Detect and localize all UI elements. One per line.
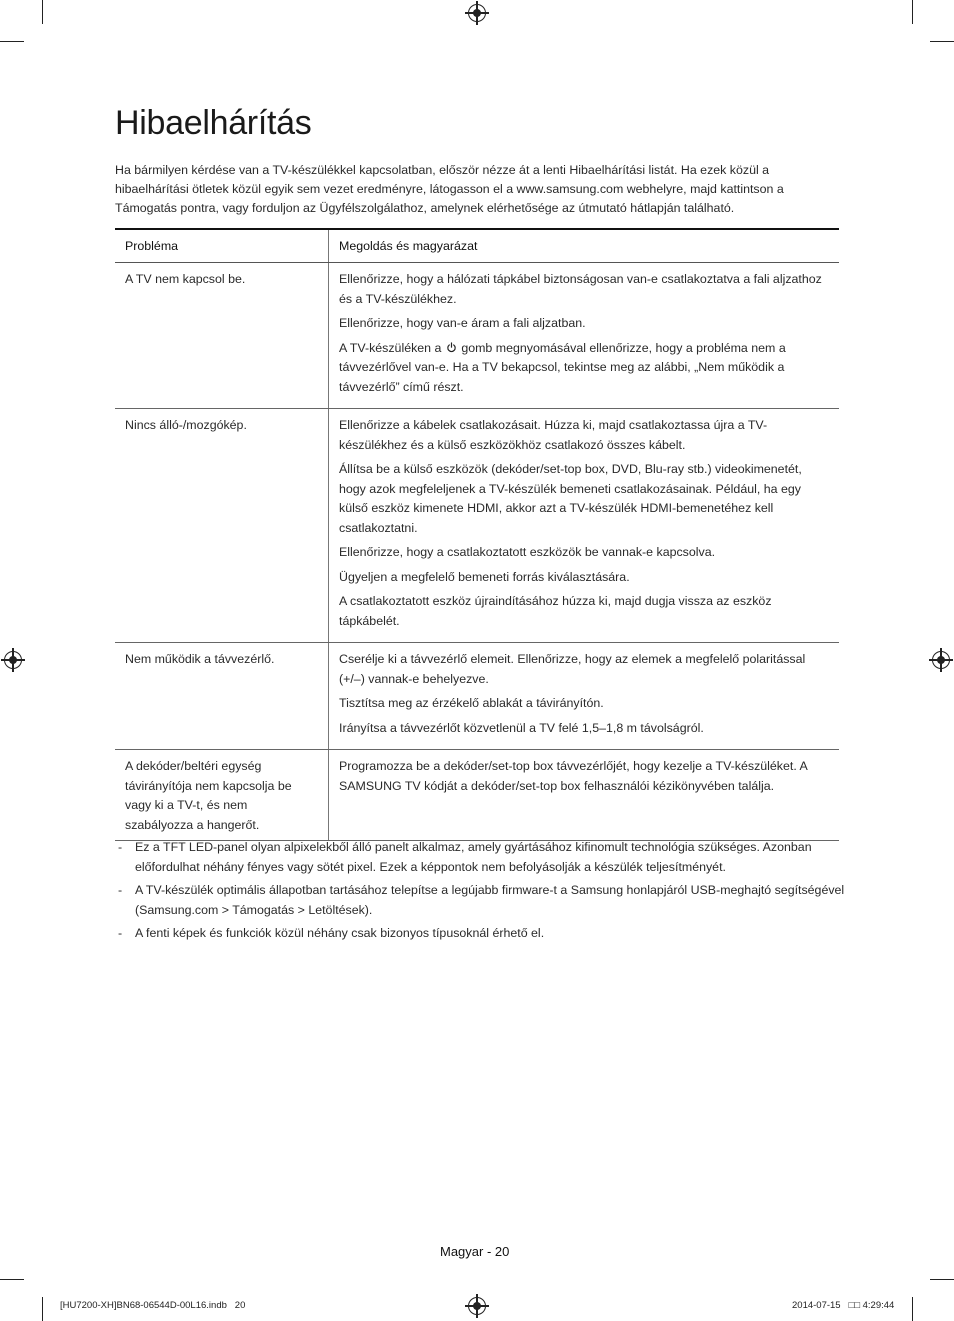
- registration-mark-icon: [468, 4, 486, 22]
- note-text: Ez a TFT LED-panel olyan alpixelekből álló panelt alkalmaz, amely gyártásához kifinomult technológia szükséges. Azonban előfordulhat néhány fényes vagy sötét pixel. Ezek a képpontok nem befolyásolják a készülék teljesítményét.: [135, 840, 812, 874]
- registration-mark-icon: [4, 651, 22, 669]
- list-item: [115, 881, 845, 920]
- crop-mark: [0, 1279, 24, 1280]
- footer-file-info: [HU7200-XH]BN68-06544D-00L16.indb 20: [60, 1300, 246, 1311]
- list-item: [115, 838, 845, 877]
- table-header-row: [115, 229, 839, 263]
- solution-cell: [329, 263, 840, 409]
- notes-list: [115, 838, 845, 948]
- problem-cell: Nincs álló-/mozgókép.: [115, 409, 329, 643]
- solution-text: Ellenőrizze, hogy van-e áram a fali aljzatban.: [339, 316, 586, 330]
- solution-text: [339, 339, 829, 398]
- solution-text: Ügyeljen a megfelelő bemeneti forrás kiválasztására.: [339, 569, 630, 584]
- solution-text-after-icon: gomb megnyomásával ellenőrizze, hogy a probléma nem a távvezérlővel van-e. Ha a TV bekapcsol, tekintse meg az alábbi, „Nem működik a távvezérlő” című részt.: [339, 340, 786, 394]
- crop-mark: [912, 1297, 913, 1321]
- crop-mark: [930, 1279, 954, 1280]
- solution-text: Ellenőrizze, hogy a csatlakoztatott eszközök be vannak-e kapcsolva.: [339, 545, 716, 559]
- solution-text: Tisztítsa meg az érzékelő ablakát a távirányítón.: [339, 696, 604, 710]
- solution-text: Állítsa be a külső eszközök (dekóder/set-top box, DVD, Blu-ray stb.) videokimenetét, hogy azok megfeleljenek a TV-készülék bemeneti csatlakozásainak. Például, ha egy külső eszköz kimenete HDMI, akkor azt a TV-készülék HDMI-bemenetéhez kell csatlakoztatni.: [339, 462, 802, 535]
- registration-mark-icon: [468, 1297, 486, 1315]
- note-text: A fenti képek és funkciók közül néhány csak bizonyos típusoknál érhető el.: [135, 926, 545, 940]
- solution-text: Ellenőrizze a kábelek csatlakozásait. Húzza ki, majd csatlakoztassa újra a TV-készülékhez és a külső eszközökhöz csatlakozó összes kábelt.: [339, 418, 768, 452]
- solution-text: Ellenőrizze, hogy a hálózati tápkábel biztonságosan van-e csatlakoztatva a fali aljzathoz és a TV-készülékhez.: [339, 272, 822, 306]
- power-icon: [446, 342, 457, 353]
- solution-cell: [329, 750, 840, 841]
- registration-mark-icon: [932, 651, 950, 669]
- bullet-dash: -: [118, 926, 123, 940]
- table-row: [115, 263, 839, 409]
- table-row: [115, 643, 839, 750]
- crop-mark: [42, 1297, 43, 1321]
- table-row: [115, 409, 839, 643]
- page-title: Hibaelhárítás: [115, 104, 312, 142]
- header-problem: Probléma: [115, 229, 329, 263]
- bullet-dash: -: [118, 883, 123, 897]
- solution-text: A csatlakoztatott eszköz újraindításához húzza ki, majd dugja vissza az eszköz tápkábelét.: [339, 594, 772, 628]
- page-number: Magyar - 20: [440, 1244, 510, 1259]
- solution-text: Irányítsa a távvezérlőt közvetlenül a TV felé 1,5–1,8 m távolságról.: [339, 720, 704, 735]
- header-solution: Megoldás és magyarázat: [329, 229, 840, 263]
- footer-timestamp: 2014-07-15 □□ 4:29:44: [792, 1300, 895, 1311]
- problem-cell: A dekóder/beltéri egység távirányítója nem kapcsolja be vagy ki a TV-t, és nem szabályozza a hangerőt.: [115, 750, 329, 841]
- solution-text: Programozza be a dekóder/set-top box távvezérlőjét, hogy kezelje a TV-készüléket. A SAMSUNG TV kódját a dekóder/set-top box felhasználói kézikönyvében találja.: [339, 759, 808, 793]
- bullet-dash: -: [118, 840, 123, 854]
- crop-mark: [42, 0, 43, 24]
- solution-text: Cserélje ki a távvezérlő elemeit. Ellenőrizze, hogy az elemek a megfelelő polaritással (+/–) vannak-e behelyezve.: [339, 652, 806, 686]
- solution-text-before-icon: A TV-készüléken a: [339, 340, 442, 355]
- solution-cell: [329, 409, 840, 643]
- crop-mark: [912, 0, 913, 24]
- table-row: [115, 750, 839, 841]
- problem-cell: Nem működik a távvezérlő.: [115, 643, 329, 750]
- troubleshooting-table: [115, 228, 839, 841]
- problem-cell: A TV nem kapcsol be.: [115, 263, 329, 409]
- crop-mark: [0, 41, 24, 42]
- solution-cell: [329, 643, 840, 750]
- list-item: [115, 924, 845, 944]
- intro-paragraph: Ha bármilyen kérdése van a TV-készülékkel kapcsolatban, először nézze át a lenti Hibaelhárítási listát. Ha ezek közül a hibaelhárítási ötletek közül egyik sem vezet eredményre, látogasson el a www.samsung.com webhelyre, majd kattintson a Támogatás pontra, vagy forduljon az Ügyfélszolgálathoz, amelynek elérhetősége az útmutató hátlapján található.: [115, 163, 784, 216]
- note-text: A TV-készülék optimális állapotban tartásához telepítse a legújabb firmware-t a Samsung honlapjáról USB-meghajtó segítségével (Samsung.com > Támogatás > Letöltések).: [135, 883, 845, 917]
- crop-mark: [930, 41, 954, 42]
